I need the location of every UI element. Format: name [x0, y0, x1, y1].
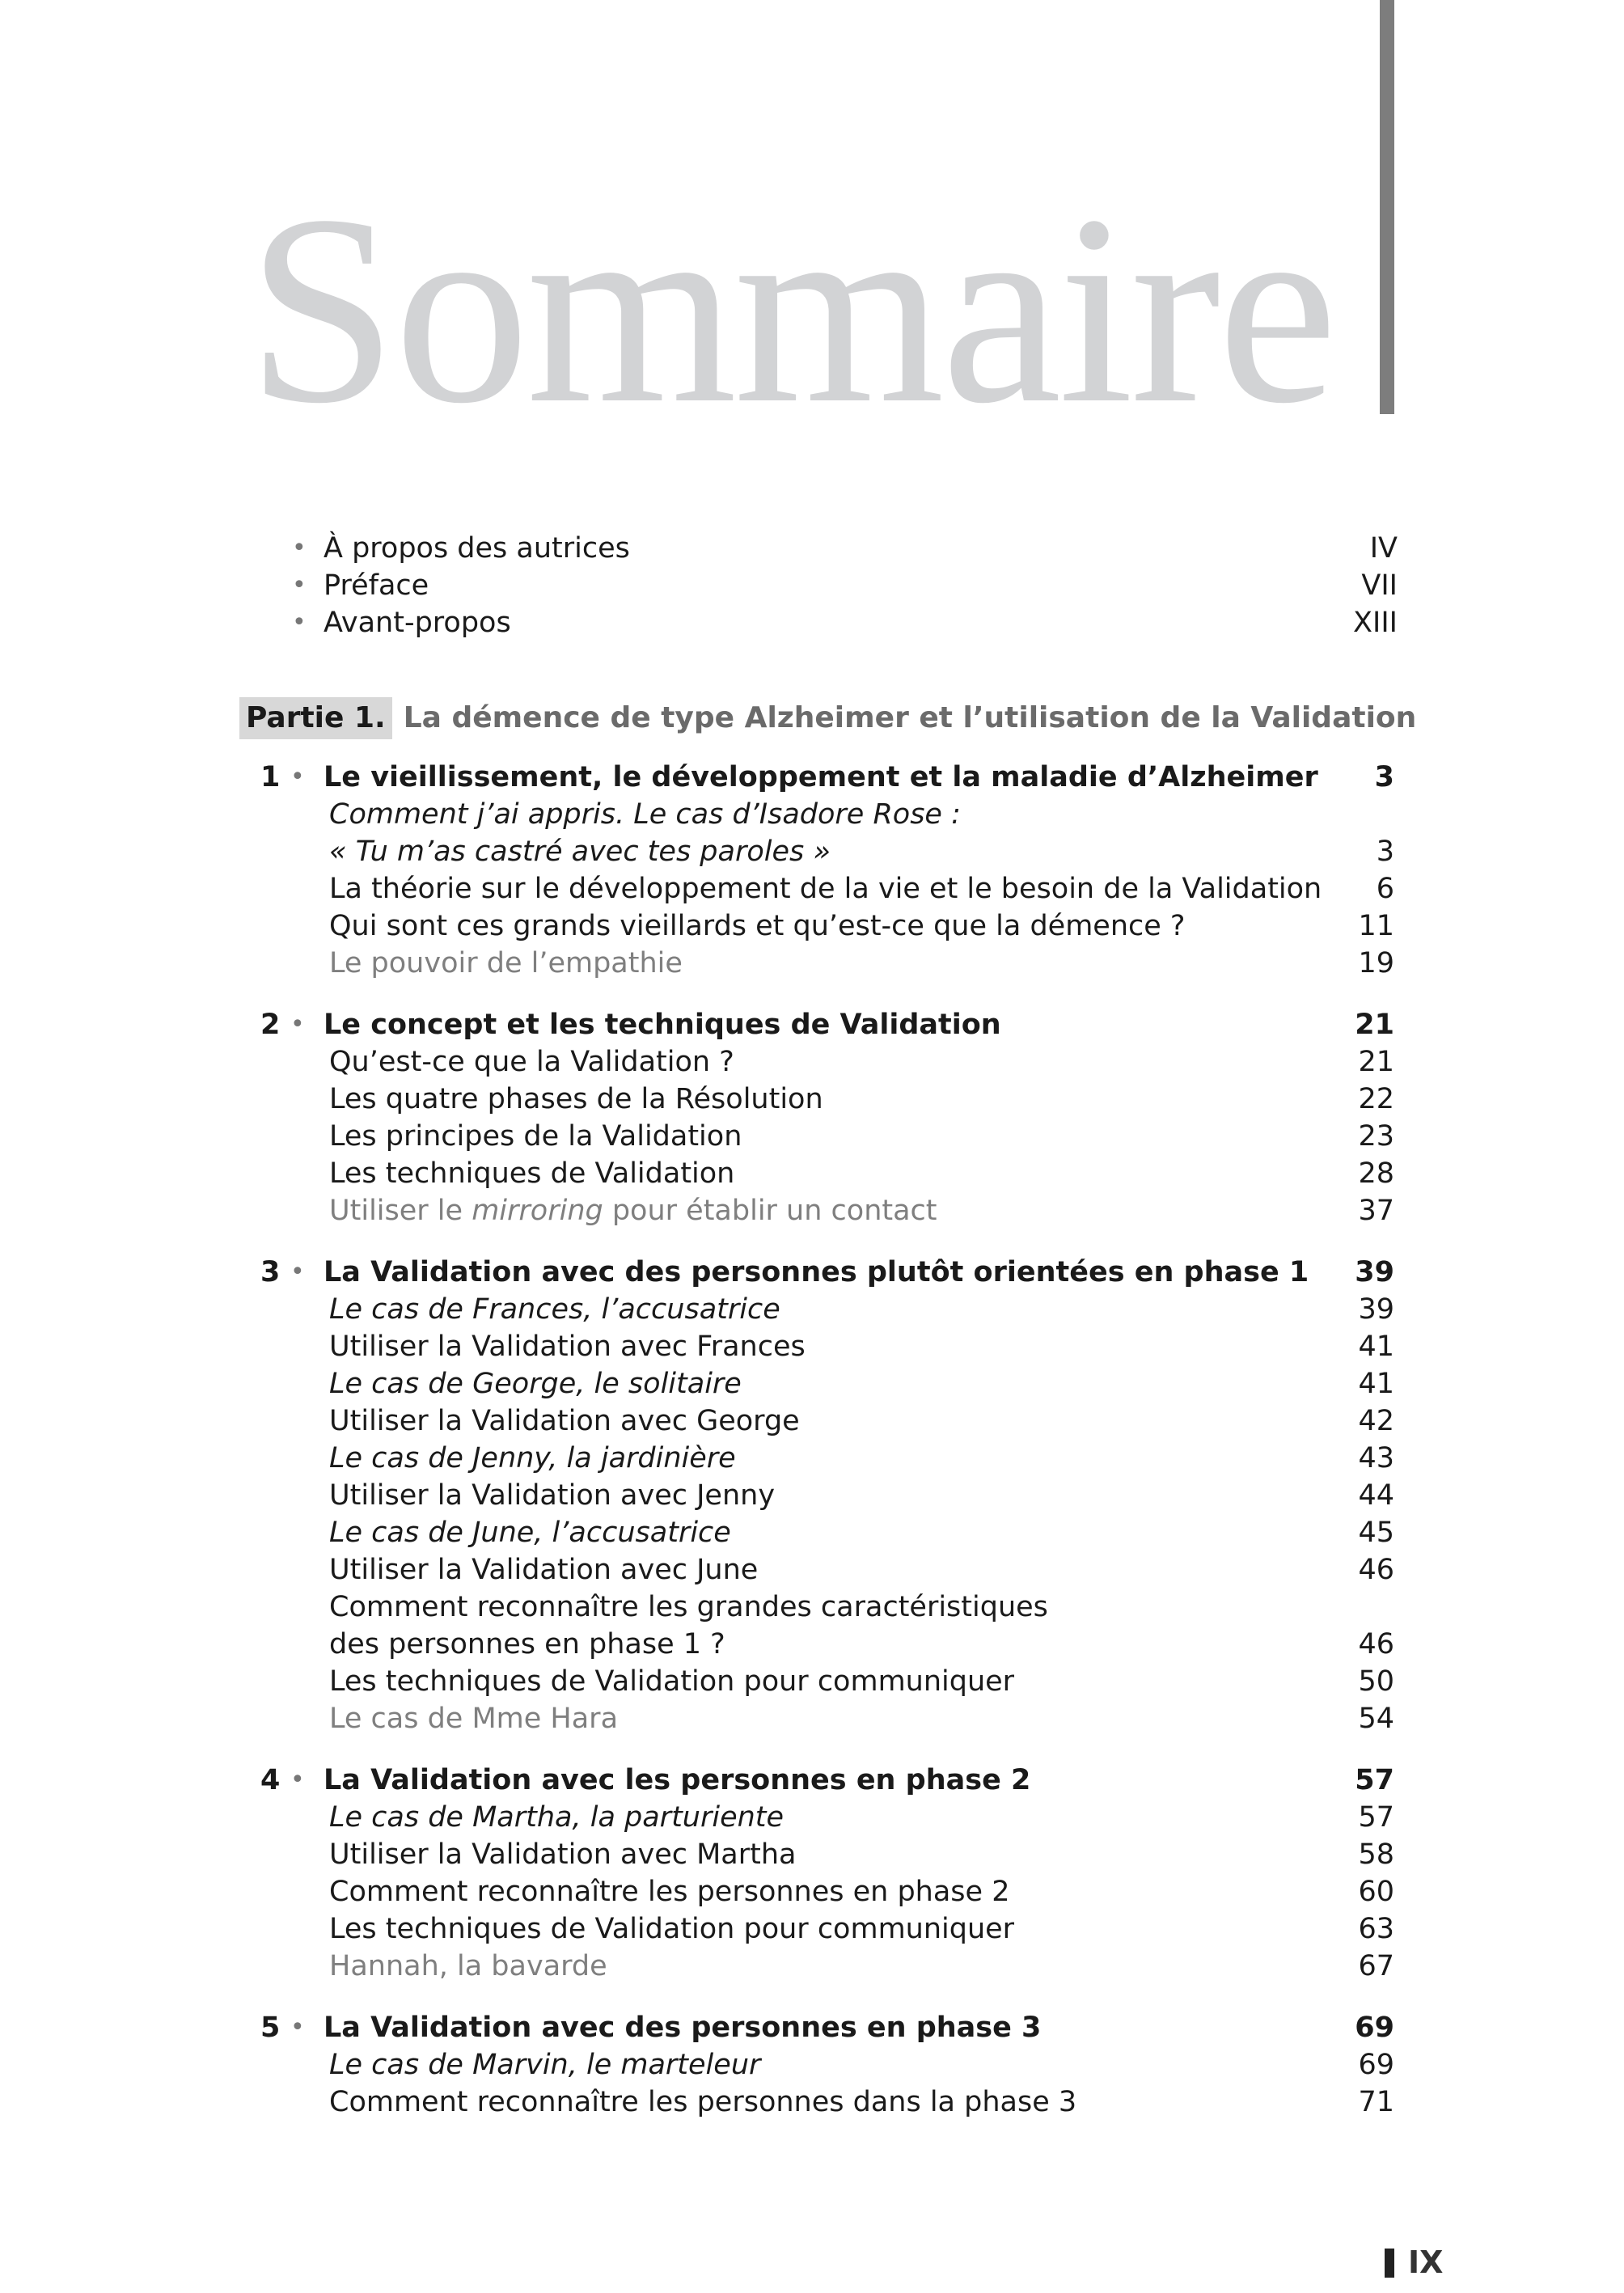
chapter [243, 1254, 1394, 1737]
page-number: 60 [1358, 1876, 1394, 1908]
entry-label: Hannah, la bavarde [329, 1950, 607, 1982]
page-number: 43 [1358, 1442, 1394, 1474]
folio-number: IX [1408, 2244, 1444, 2280]
entry-label: Le cas de Mme Hara [329, 1703, 619, 1735]
page-number: 37 [1358, 1195, 1394, 1227]
chapter-title: Le vieillissement, le développement et la maladie d’Alzheimer [324, 761, 1318, 793]
chapter-heading[interactable] [243, 2009, 1394, 2046]
toc-entry[interactable] [243, 907, 1394, 945]
page-number: 19 [1358, 947, 1394, 979]
toc-entry[interactable] [243, 1873, 1394, 1910]
toc-entry[interactable] [243, 1700, 1394, 1737]
toc-entry[interactable] [243, 1836, 1394, 1873]
page-number: 42 [1358, 1405, 1394, 1437]
front-matter-item[interactable] [287, 530, 1398, 567]
page-number: 54 [1358, 1703, 1394, 1735]
page-number: 3 [1374, 761, 1394, 793]
toc-entry[interactable] [243, 1663, 1394, 1700]
entry-label: Comment j’ai appris. Le cas d’Isadore Rose : [329, 798, 961, 831]
front-matter-label: Avant-propos [324, 607, 511, 639]
page-number: 22 [1358, 1083, 1394, 1115]
part-heading [239, 697, 1416, 739]
toc-entry[interactable] [243, 1440, 1394, 1477]
page-number: 23 [1358, 1120, 1394, 1153]
page-number: 69 [1355, 2012, 1394, 2044]
entry-label: Les quatre phases de la Résolution [329, 1083, 823, 1115]
entry-label: « Tu m’as castré avec tes paroles » [329, 836, 831, 868]
chapter-number: 2 [260, 1009, 281, 1041]
toc-entry[interactable] [243, 1910, 1394, 1948]
page-number: 11 [1358, 910, 1394, 942]
chapter-heading[interactable] [243, 1762, 1394, 1799]
chapter-title: La Validation avec des personnes plutôt orientées en phase 1 [324, 1256, 1309, 1288]
toc-entry[interactable] [243, 945, 1394, 982]
page-number: 46 [1358, 1554, 1394, 1586]
page-number: 45 [1358, 1517, 1394, 1549]
entry-text-italic: mirroring [472, 1195, 603, 1227]
entry-label: Comment reconnaître les personnes dans la phase 3 [329, 2086, 1077, 2118]
chapter [243, 759, 1394, 982]
entry-label: Le cas de Marvin, le marteleur [329, 2049, 761, 2081]
toc-entry[interactable] [243, 1477, 1394, 1514]
entry-label: Le cas de George, le solitaire [329, 1368, 742, 1400]
page-number: VII [1361, 569, 1398, 602]
title-rule [1380, 0, 1394, 414]
chapter [243, 2009, 1394, 2121]
chapter-title: Le concept et les techniques de Validation [324, 1009, 1001, 1041]
toc-entry[interactable] [243, 2084, 1394, 2121]
toc-entry[interactable] [243, 1118, 1394, 1155]
page-number: 3 [1376, 836, 1394, 868]
toc-entry[interactable] [243, 1402, 1394, 1440]
entry-label: Qu’est-ce que la Validation ? [329, 1046, 734, 1078]
entry-label: Les techniques de Validation [329, 1157, 735, 1190]
page-number: 63 [1358, 1913, 1394, 1945]
page-number: 21 [1358, 1046, 1394, 1078]
front-matter-list [287, 530, 1398, 641]
entry-label: Les principes de la Validation [329, 1120, 742, 1153]
chapter-number: 1 [260, 761, 281, 793]
page-number: 67 [1358, 1950, 1394, 1982]
front-matter-item[interactable] [287, 604, 1398, 641]
entry-label: Utiliser la Validation avec Frances [329, 1331, 806, 1363]
page-number: 71 [1358, 2086, 1394, 2118]
page-number: 28 [1358, 1157, 1394, 1190]
entry-label: La théorie sur le développement de la vie et le besoin de la Validation [329, 873, 1322, 905]
chapter-number: 4 [260, 1764, 281, 1796]
entry-label: Le cas de Frances, l’accusatrice [329, 1293, 780, 1326]
chapter-heading[interactable] [243, 1254, 1394, 1291]
entry-text: pour établir un contact [603, 1195, 937, 1227]
entry-label: Utiliser la Validation avec June [329, 1554, 759, 1586]
chapter-list [243, 759, 1394, 2145]
entry-label: Comment reconnaître les grandes caractéristiques [329, 1591, 1048, 1623]
entry-label: Comment reconnaître les personnes en phase 2 [329, 1876, 1010, 1908]
front-matter-item[interactable] [287, 567, 1398, 604]
entry-text: Utiliser le [329, 1195, 472, 1227]
front-matter-label: Préface [324, 569, 429, 602]
toc-entry[interactable] [243, 2046, 1394, 2084]
page-title: Sommaire [247, 159, 1334, 459]
chapter-number: 5 [260, 2012, 281, 2044]
entry-label: Utiliser la Validation avec Martha [329, 1838, 797, 1871]
toc-entry[interactable] [243, 1328, 1394, 1365]
toc-entry[interactable] [243, 1626, 1394, 1663]
chapter [243, 1006, 1394, 1229]
chapter-title: La Validation avec les personnes en phase 2 [324, 1764, 1031, 1796]
page-number: 57 [1355, 1764, 1394, 1796]
entry-label: Le pouvoir de l’empathie [329, 947, 683, 979]
entry-label: Le cas de Martha, la parturiente [329, 1801, 785, 1834]
toc-entry[interactable] [243, 1799, 1394, 1836]
chapter-number: 3 [260, 1256, 281, 1288]
page-number: IV [1369, 532, 1398, 565]
page-number: 44 [1358, 1479, 1394, 1512]
page-number: 41 [1358, 1331, 1394, 1363]
entry-label: Les techniques de Validation pour communiquer [329, 1913, 1015, 1945]
bullet-icon: • [290, 1766, 305, 1794]
toc-entry[interactable] [243, 1589, 1394, 1626]
chapter-title: La Validation avec des personnes en phase 3 [324, 2012, 1042, 2044]
entry-label: des personnes en phase 1 ? [329, 1628, 725, 1661]
toc-entry[interactable] [243, 833, 1394, 870]
page-number: XIII [1353, 607, 1398, 639]
bullet-icon: • [290, 2013, 305, 2041]
part-title: La démence de type Alzheimer et l’utilisation de la Validation [403, 701, 1417, 734]
toc-entry[interactable] [243, 1155, 1394, 1192]
entry-label: Le cas de Jenny, la jardinière [329, 1442, 736, 1474]
toc-entry[interactable] [243, 1365, 1394, 1402]
toc-entry[interactable] [243, 1043, 1394, 1081]
chapter-heading[interactable] [243, 1006, 1394, 1043]
page-number: 69 [1358, 2049, 1394, 2081]
entry-label [329, 1192, 937, 1229]
bullet-icon: • [292, 571, 307, 599]
page-number: 46 [1358, 1628, 1394, 1661]
toc-entry[interactable] [243, 870, 1394, 907]
entry-label: Qui sont ces grands vieillards et qu’est-ce que la démence ? [329, 910, 1186, 942]
page-number: 39 [1358, 1293, 1394, 1326]
chapter-heading[interactable] [243, 759, 1394, 796]
bullet-icon: • [292, 608, 307, 637]
toc-entry[interactable] [243, 1948, 1394, 1985]
bullet-icon: • [290, 1258, 305, 1286]
toc-entry[interactable] [243, 796, 1394, 833]
toc-entry[interactable] [243, 1081, 1394, 1118]
entry-label: Les techniques de Validation pour communiquer [329, 1665, 1015, 1698]
page-number: 39 [1355, 1256, 1394, 1288]
page-number: 57 [1358, 1801, 1394, 1834]
toc-entry[interactable] [243, 1551, 1394, 1589]
page-number: 50 [1358, 1665, 1394, 1698]
page-number: 21 [1355, 1009, 1394, 1041]
folio-marker [1385, 2249, 1394, 2278]
toc-entry[interactable] [243, 1291, 1394, 1328]
bullet-icon: • [290, 763, 305, 791]
bullet-icon: • [290, 1010, 305, 1039]
entry-label: Le cas de June, l’accusatrice [329, 1517, 731, 1549]
entry-label: Utiliser la Validation avec Jenny [329, 1479, 776, 1512]
front-matter-label: À propos des autrices [324, 532, 630, 565]
part-number: Partie 1. [239, 697, 392, 739]
page-number: 41 [1358, 1368, 1394, 1400]
toc-entry[interactable] [243, 1192, 1394, 1229]
toc-entry[interactable] [243, 1514, 1394, 1551]
chapter [243, 1762, 1394, 1985]
bullet-icon: • [292, 534, 307, 562]
entry-label: Utiliser la Validation avec George [329, 1405, 800, 1437]
page-number: 58 [1358, 1838, 1394, 1871]
page-number: 6 [1376, 873, 1394, 905]
